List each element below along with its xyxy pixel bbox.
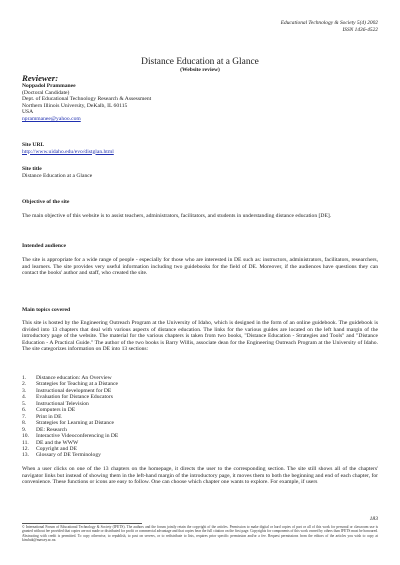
site-url-link[interactable]: http://www.uidaho.edu/evo/distglan.html [22,148,114,155]
document-page [22,0,378,565]
reviewer-block [22,83,151,123]
list-item: 1. Distance education: An Overview [22,375,112,381]
article-subtitle: (Website review) [180,67,220,73]
list-item: 3. Instructional development for DE [22,387,112,394]
list-item: 8. Strategies for Learning at Distance [22,420,114,427]
reviewer-email-link[interactable]: nprammanee@yahoo.com [22,115,81,122]
reviewer-status: (Doctoral Candidate) [22,89,70,96]
reviewer-university: Northern Illinois University, DeKalb, IL 60115 [22,102,128,109]
site-title-label: Site title [22,166,42,172]
site-url-block [22,142,114,155]
objective-text: The main objective of this website is to assist teachers, administrators, facilitators, and students in understanding distance education [DE]. [22,213,332,219]
reviewer-country: USA [22,109,34,116]
audience-text: The site is appropriate for a wide range of people - especially for those who are interested in DE such as: instructors, administrators, facilitators, researchers, and learners. The site provides very useful information including two guidebooks for the field of DE. Moreover, if the audiences have questions they can contact the books' author and staff, who created the site. [22,257,378,277]
list-item: 9. DE: Research [22,426,67,433]
list-item: 7. Print in DE [22,413,62,420]
journal-issn: ISSN 1436-4522 [342,27,378,33]
reviewer-heading: Reviewer: [22,73,59,83]
list-item: 10. Interactive Videoconferencing in DE [22,433,119,440]
chapter-list [22,375,118,459]
page-number: 183 [369,516,378,522]
list-item: 4. Evaluation for Distance Educators [22,394,113,401]
list-item: 11. DE and the WWW [22,439,79,446]
reviewer-name: Noppadol Prammanee [22,83,76,89]
copyright-footnote: © International Forum of Educational Technology & Society (IFETS). The authors and the forum jointly retain the copyright of the articles. Permission to make digital or hard copies of part or all of this work for personal or classroom use is granted without fee provided that copies are not made or distributed for profit or commercial advantage and that copies bear the full citation on the first page. Copyrights for components of this work owned by others than IFETS must be honoured. Abstracting with credit is permitted. To copy otherwise, to republish, to post on servers, or to redistribute to lists, requires prior specific permission and/or a fee. Request permissions from the editors of the articles you wish to copy at kinshuk@massey.ac.nz. [22,525,378,542]
journal-citation: Educational Technology & Society 5(4) 2002 [280,20,378,26]
site-url-label: Site URL [22,142,45,148]
reviewer-dept: Dept. of Educational Technology Research & Assessment [22,96,152,103]
site-title-block [22,166,92,179]
footnote-divider [22,523,142,524]
objective-heading: Objective of the site [22,199,70,205]
topics-text: This site is hosted by the Engineering Outreach Program at the University of Idaho, which is designed in the form of an online guidebook. The guidebook is divided into 13 chapters that deal with various aspects of distance education. The links for the various guides are located on the left hand margin of the introductory page of the website. The material for the various chapters is taken from two books, "Distance Education - Strategies and Tools" and "Distance Education - A Practical Guide." The author of the two books is Barry Willis, associate dean for the Engineering Outreach Program at the University of Idaho. The site categorizes information on DE into 13 sections: [22,320,378,353]
list-item: 6. Computers in DE [22,407,76,414]
topics-heading: Main topics covered [22,307,71,313]
audience-heading: Intended audience [22,243,66,249]
site-title-value: Distance Education at a Glance [22,172,93,179]
list-item: 13. Glossary of DE Terminology [22,452,101,459]
journal-header [281,20,378,34]
article-title: Distance Education at a Glance [141,57,259,67]
list-item: 2. Strategies for Teaching at a Distance [22,381,118,388]
list-item: 5. Instructional Television [22,400,89,407]
topics-closing-text: When a user clicks on one of the 13 chapters on the homepage, it directs the user to the corresponding section. The site still shows all of the chapters' navigator links but instead of showing them in the left-hand margin of the introductory page, it moves them to both the beginning and end of each chapter, for convenience. These functions or icons are easy to follow. One can choose which chapter one wants to explore. For example, if users [22,466,378,486]
list-item: 12. Copyright and DE [22,445,78,452]
